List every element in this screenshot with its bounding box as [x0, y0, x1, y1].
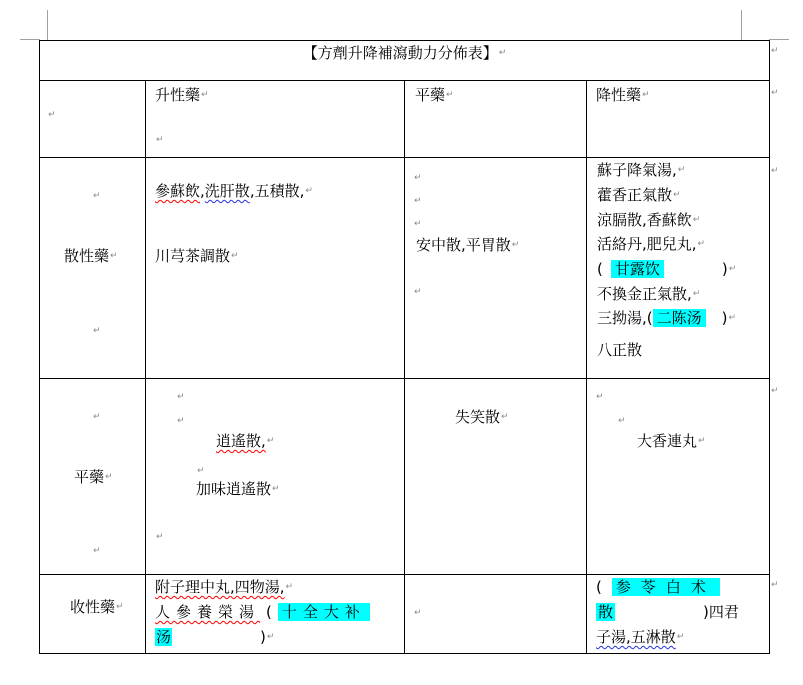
paragraph-mark-icon: ↵	[414, 287, 422, 297]
header-corner-cell[interactable]	[40, 81, 146, 158]
row-end-mark-icon: ↵	[771, 166, 779, 176]
table-title-cell[interactable]	[40, 41, 770, 81]
formula-line: 不換金正氣散,↵	[597, 285, 701, 303]
formula-line: 蘇子降氣湯,↵	[597, 161, 686, 179]
highlighted-formula: 参苓白术	[612, 578, 720, 596]
row-label-sanxing: 散性藥↵	[64, 247, 118, 265]
highlighted-formula: 十全大补	[278, 603, 370, 621]
header-down-label: 降性藥↵	[596, 86, 650, 104]
formula-line: 失笑散↵	[455, 408, 509, 426]
formula-line: 子湯,五淋散↵	[596, 628, 685, 646]
formula-line: ( 参苓白术	[596, 575, 720, 599]
paragraph-mark-icon: ↵	[48, 110, 56, 120]
formula-line: 川芎茶調散↵	[155, 247, 239, 265]
paragraph-mark-icon: ↵	[197, 466, 205, 476]
header-up-cell[interactable]	[146, 81, 405, 158]
cell-sanxing-up[interactable]	[146, 158, 405, 379]
cell-sanxing-flat[interactable]	[405, 158, 587, 379]
highlighted-formula: 二陈汤	[653, 309, 706, 327]
row-label-cell-sanxing[interactable]	[40, 158, 146, 379]
formula-line: 散 )四君	[598, 603, 739, 621]
formula-line: 藿香正氣散↵	[597, 186, 681, 204]
cell-ping-down[interactable]	[587, 379, 770, 575]
table-title: 【方劑升降補瀉動力分佈表】	[302, 44, 498, 62]
paragraph-mark-icon: ↵	[93, 191, 101, 201]
highlighted-formula: 甘露饮	[611, 260, 664, 278]
paragraph-mark-icon: ↵	[156, 532, 164, 542]
paragraph-mark-icon: ↵	[414, 219, 422, 229]
crop-mark-top-right-vertical	[741, 10, 742, 40]
crop-mark-top-left-horizontal	[20, 39, 40, 40]
header-up-label: 升性藥↵	[155, 86, 209, 104]
paragraph-mark-icon: ↵	[618, 416, 626, 426]
row-end-mark-icon: ↵	[771, 46, 779, 56]
row-end-mark-icon: ↵	[771, 386, 779, 396]
paragraph-mark-icon: ↵	[93, 412, 101, 422]
formula-line: 參蘇飲,洗肝散,五積散,↵	[155, 182, 313, 200]
row-label-shou: 收性藥↵	[70, 598, 124, 616]
formula-line: 大香連丸↵	[637, 432, 706, 450]
paragraph-mark-icon: ↵	[414, 608, 422, 618]
paragraph-mark-icon: ↵	[414, 196, 422, 206]
paragraph-mark-icon: ↵	[177, 416, 185, 426]
formula-line: 逍遙散,↵	[216, 432, 275, 450]
formula-line: 人參養榮湯 ( 十全大补	[155, 600, 370, 624]
formula-line: 三拗湯,( 二陈汤 )↵	[597, 309, 737, 327]
paragraph-mark-icon: ↵	[93, 546, 101, 556]
header-flat-cell[interactable]	[405, 81, 587, 158]
paragraph-mark-icon: ↵	[156, 135, 164, 145]
cell-shou-flat[interactable]	[405, 575, 587, 654]
formula-line: 汤 )↵	[156, 628, 275, 646]
formula-table	[39, 40, 770, 654]
row-end-mark-icon: ↵	[771, 88, 779, 98]
formula-line: 加味逍遙散↵	[196, 480, 280, 498]
row-label-cell-shou[interactable]	[40, 575, 146, 654]
formula-line: 安中散,平胃散↵	[416, 236, 520, 254]
row-label-ping: 平藥↵	[74, 468, 113, 486]
crop-mark-top-right-horizontal	[769, 39, 789, 40]
row-end-mark-icon: ↵	[771, 580, 779, 590]
paragraph-mark-icon: ↵	[93, 326, 101, 336]
cell-shou-down[interactable]	[587, 575, 770, 654]
cell-shou-up[interactable]	[146, 575, 405, 654]
formula-line: 涼膈散,香蘇飲↵	[597, 211, 701, 229]
crop-mark-top-left-vertical	[47, 10, 48, 40]
header-down-cell[interactable]	[587, 81, 770, 158]
highlighted-formula: 散	[598, 603, 614, 621]
paragraph-mark-icon: ↵	[414, 173, 422, 183]
highlighted-formula: 汤	[156, 628, 172, 646]
cell-sanxing-down[interactable]	[587, 158, 770, 379]
cell-ping-flat[interactable]	[405, 379, 587, 575]
formula-line: 八正散	[597, 341, 643, 359]
row-label-cell-ping[interactable]	[40, 379, 146, 575]
formula-line: 附子理中丸,四物湯,↵	[155, 578, 294, 596]
paragraph-mark-icon: ↵	[177, 392, 185, 402]
cell-ping-up[interactable]	[146, 379, 405, 575]
paragraph-mark-icon: ↵	[498, 48, 507, 58]
paragraph-mark-icon: ↵	[596, 392, 604, 402]
header-flat-label: 平藥↵	[415, 86, 454, 104]
formula-line: 活絡丹,肥兒丸,↵	[597, 235, 706, 253]
formula-line: ( 甘露饮 )↵	[597, 260, 737, 278]
